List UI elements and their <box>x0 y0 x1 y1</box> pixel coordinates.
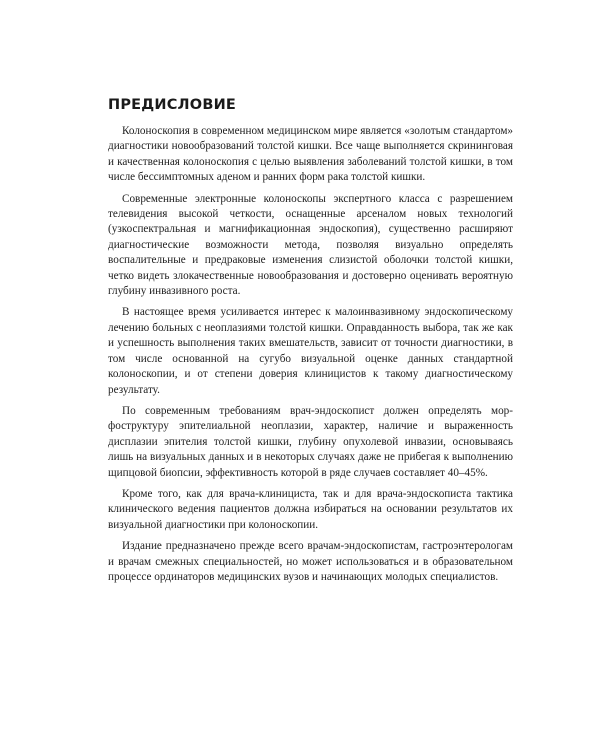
paragraph-3: В настоящее время усиливается интерес к малоинвазивному эндоскопическому лечению больных с неоплазиями толстой кишки. Оправданность выбора, так же как и успешность выполнения таких вмешательств, зависит от точности диагностики, в том числе основанной на сугубо визуальной оценке данных стандартной колоноскопии, и от степени доверия клиницистов к такому диагностическому результату. <box>108 306 513 396</box>
preface-heading: ПРЕДИСЛОВИЕ <box>108 97 237 113</box>
paragraph-4: По современным требованиям врач-эндоскопист должен определять морфоструктуру эпителиальной неоплазии, характер, наличие и выраженность дисплазии эпителия толстой кишки, глубину опухолевой инвазии, основываясь лишь на визуальных данных и в некоторых случаях даже не прибегая к выполнению щипцовой биопсии, эффективность которой в ряде случаев составляет 40–45%. <box>108 404 513 479</box>
preface-section <box>108 96 513 591</box>
paragraph-1: Колоноскопия в современном медицинском мире является «золотым стандартом» диагностики новообразований толстой кишки. Все чаще выполняется скрининговая и качественная колоноскопия с целью выявления заболеваний толстой кишки, в том числе бессимптомных аденом и ранних форм рака толстой кишки. <box>108 125 513 184</box>
paragraph-5: Кроме того, как для врача-клинициста, так и для врача-эндоскописта тактика клинического ведения пациентов должна избираться на основании результатов их визуальной диагностики при колоноскопии. <box>108 487 513 531</box>
paragraph-2: Современные электронные колоноскопы экспертного класса с разрешением телевидения высокой четкости, оснащенные арсеналом новых технологий (узкоспектральная и магнификационная эндоскопия), существенно расширяют диагностические возможности метода, позволяя визуально определять воспалительные и предраковые изменения слизистой оболочки толстой кишки, четко видеть злокачественные новообразования и достоверно оценивать вероятную глубину инвазивного роста. <box>108 192 513 298</box>
paragraph-6: Издание предназначено прежде всего врачам-эндоскопистам, гастроэнтерологам и врачам смежных специальностей, но может использоваться и в образовательном процессе ординаторов медицинских вузов и начинающих молодых специалистов. <box>108 540 513 583</box>
